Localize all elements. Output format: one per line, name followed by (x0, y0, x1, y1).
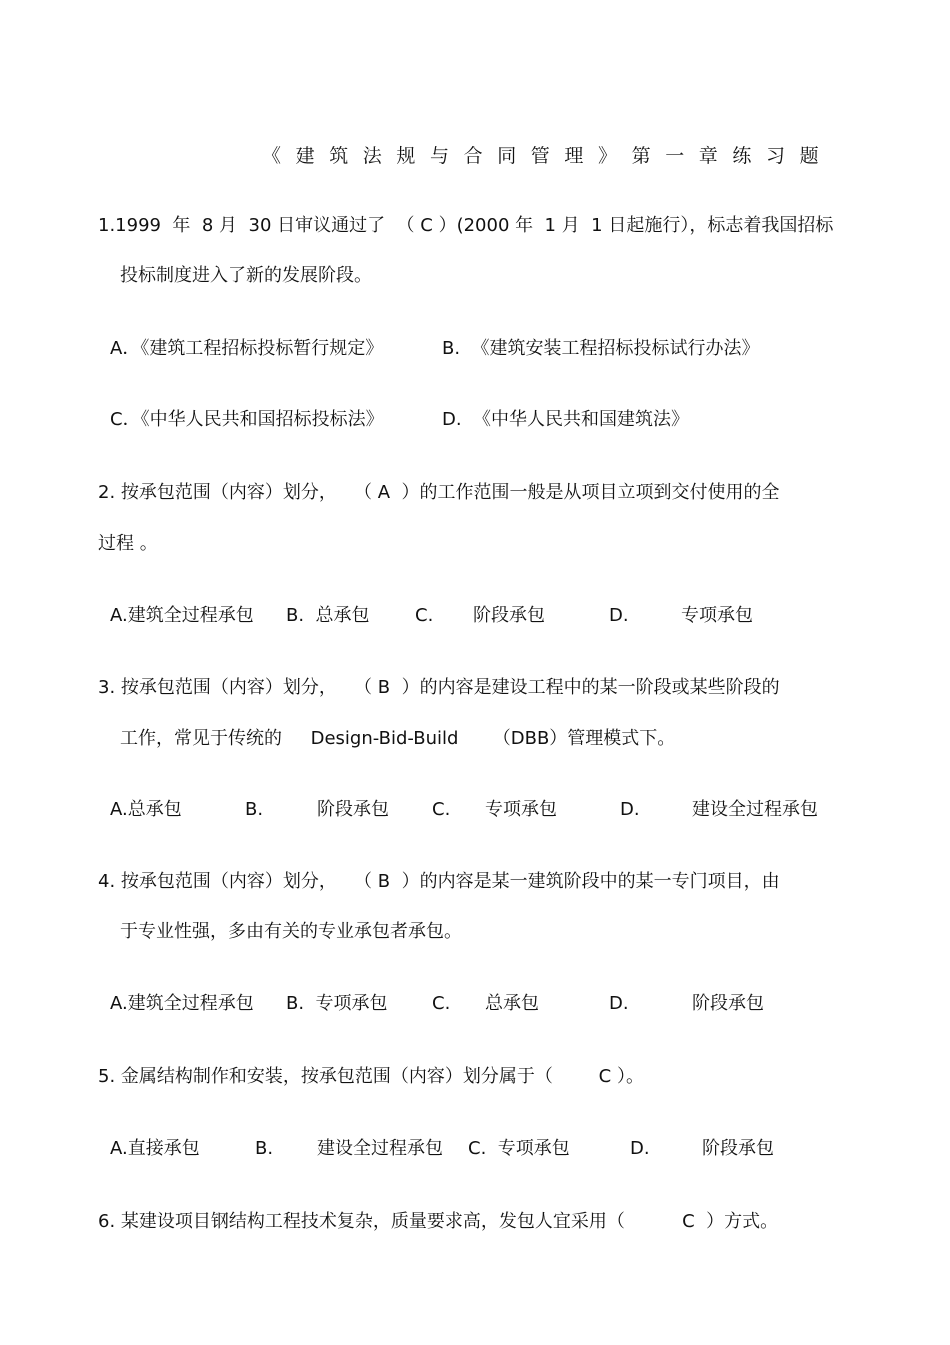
question-2-text-cont: 过程 。 (98, 533, 158, 554)
question-4-option-c-letter: C. (432, 993, 451, 1014)
question-4-option-d: 阶段承包 (692, 993, 764, 1014)
question-4-option-b: B. 专项承包 (286, 993, 388, 1014)
question-2-option-d: 专项承包 (681, 605, 753, 626)
question-2-option-a: A.建筑全过程承包 (110, 605, 254, 626)
question-2-text: 2. 按承包范围（内容）划分， （ A ）的工作范围一般是从项目立项到交付使用的全 (98, 482, 780, 503)
question-1-text-cont: 投标制度进入了新的发展阶段。 (120, 265, 372, 286)
page-title: 《建筑法规与合同管理》第一章练习题 (262, 145, 834, 167)
question-6-text: 6. 某建设项目钢结构工程技术复杂，质量要求高，发包人宜采用（ C ）方式。 (98, 1211, 779, 1232)
question-2-option-c-letter: C. (415, 605, 434, 626)
question-3-option-b: 阶段承包 (317, 799, 389, 820)
question-5-option-a: A.直接承包 (110, 1138, 200, 1159)
question-4-option-d-letter: D. (609, 993, 629, 1014)
question-3-option-c: 专项承包 (485, 799, 557, 820)
question-4-option-c: 总承包 (485, 993, 539, 1014)
question-5-option-b-letter: B. (255, 1138, 274, 1159)
question-3-option-d-letter: D. (620, 799, 640, 820)
question-1-text: 1.1999 年 8 月 30 日审议通过了 （ C ）(2000 年 1 月 1 日起施行），标志着我国招标 (98, 215, 834, 236)
question-3-option-b-letter: B. (245, 799, 264, 820)
question-3-text-cont: 工作，常见于传统的 Design-Bid-Build （DBB）管理模式下。 (120, 728, 676, 749)
question-3-option-d: 建设全过程承包 (692, 799, 818, 820)
question-1-option-d: D. 《中华人民共和国建筑法》 (442, 409, 690, 430)
question-3-text: 3. 按承包范围（内容）划分， （ B ）的内容是建设工程中的某一阶段或某些阶段的 (98, 677, 780, 698)
question-1-option-a: A．《建筑工程招标投标暂行规定》 (110, 338, 384, 359)
question-5-option-d: 阶段承包 (702, 1138, 774, 1159)
question-3-option-a: A.总承包 (110, 799, 182, 820)
question-4-text: 4. 按承包范围（内容）划分， （ B ）的内容是某一建筑阶段中的某一专门项目，由 (98, 871, 780, 892)
question-5-text: 5. 金属结构制作和安装，按承包范围（内容）划分属于（ C ）。 (98, 1066, 644, 1087)
question-4-option-a: A.建筑全过程承包 (110, 993, 254, 1014)
question-2-option-d-letter: D. (609, 605, 629, 626)
question-5-option-d-letter: D. (630, 1138, 650, 1159)
question-2-option-b: B. 总承包 (286, 605, 370, 626)
question-3-option-c-letter: C. (432, 799, 451, 820)
question-2-option-c: 阶段承包 (473, 605, 545, 626)
question-1-option-c: C．《中华人民共和国招标投标法》 (110, 409, 384, 430)
question-5-option-b: 建设全过程承包 (317, 1138, 443, 1159)
question-1-option-b: B. 《建筑安装工程招标投标试行办法》 (442, 338, 760, 359)
question-4-text-cont: 于专业性强，多由有关的专业承包者承包。 (120, 921, 462, 942)
question-5-option-c: C. 专项承包 (468, 1138, 570, 1159)
